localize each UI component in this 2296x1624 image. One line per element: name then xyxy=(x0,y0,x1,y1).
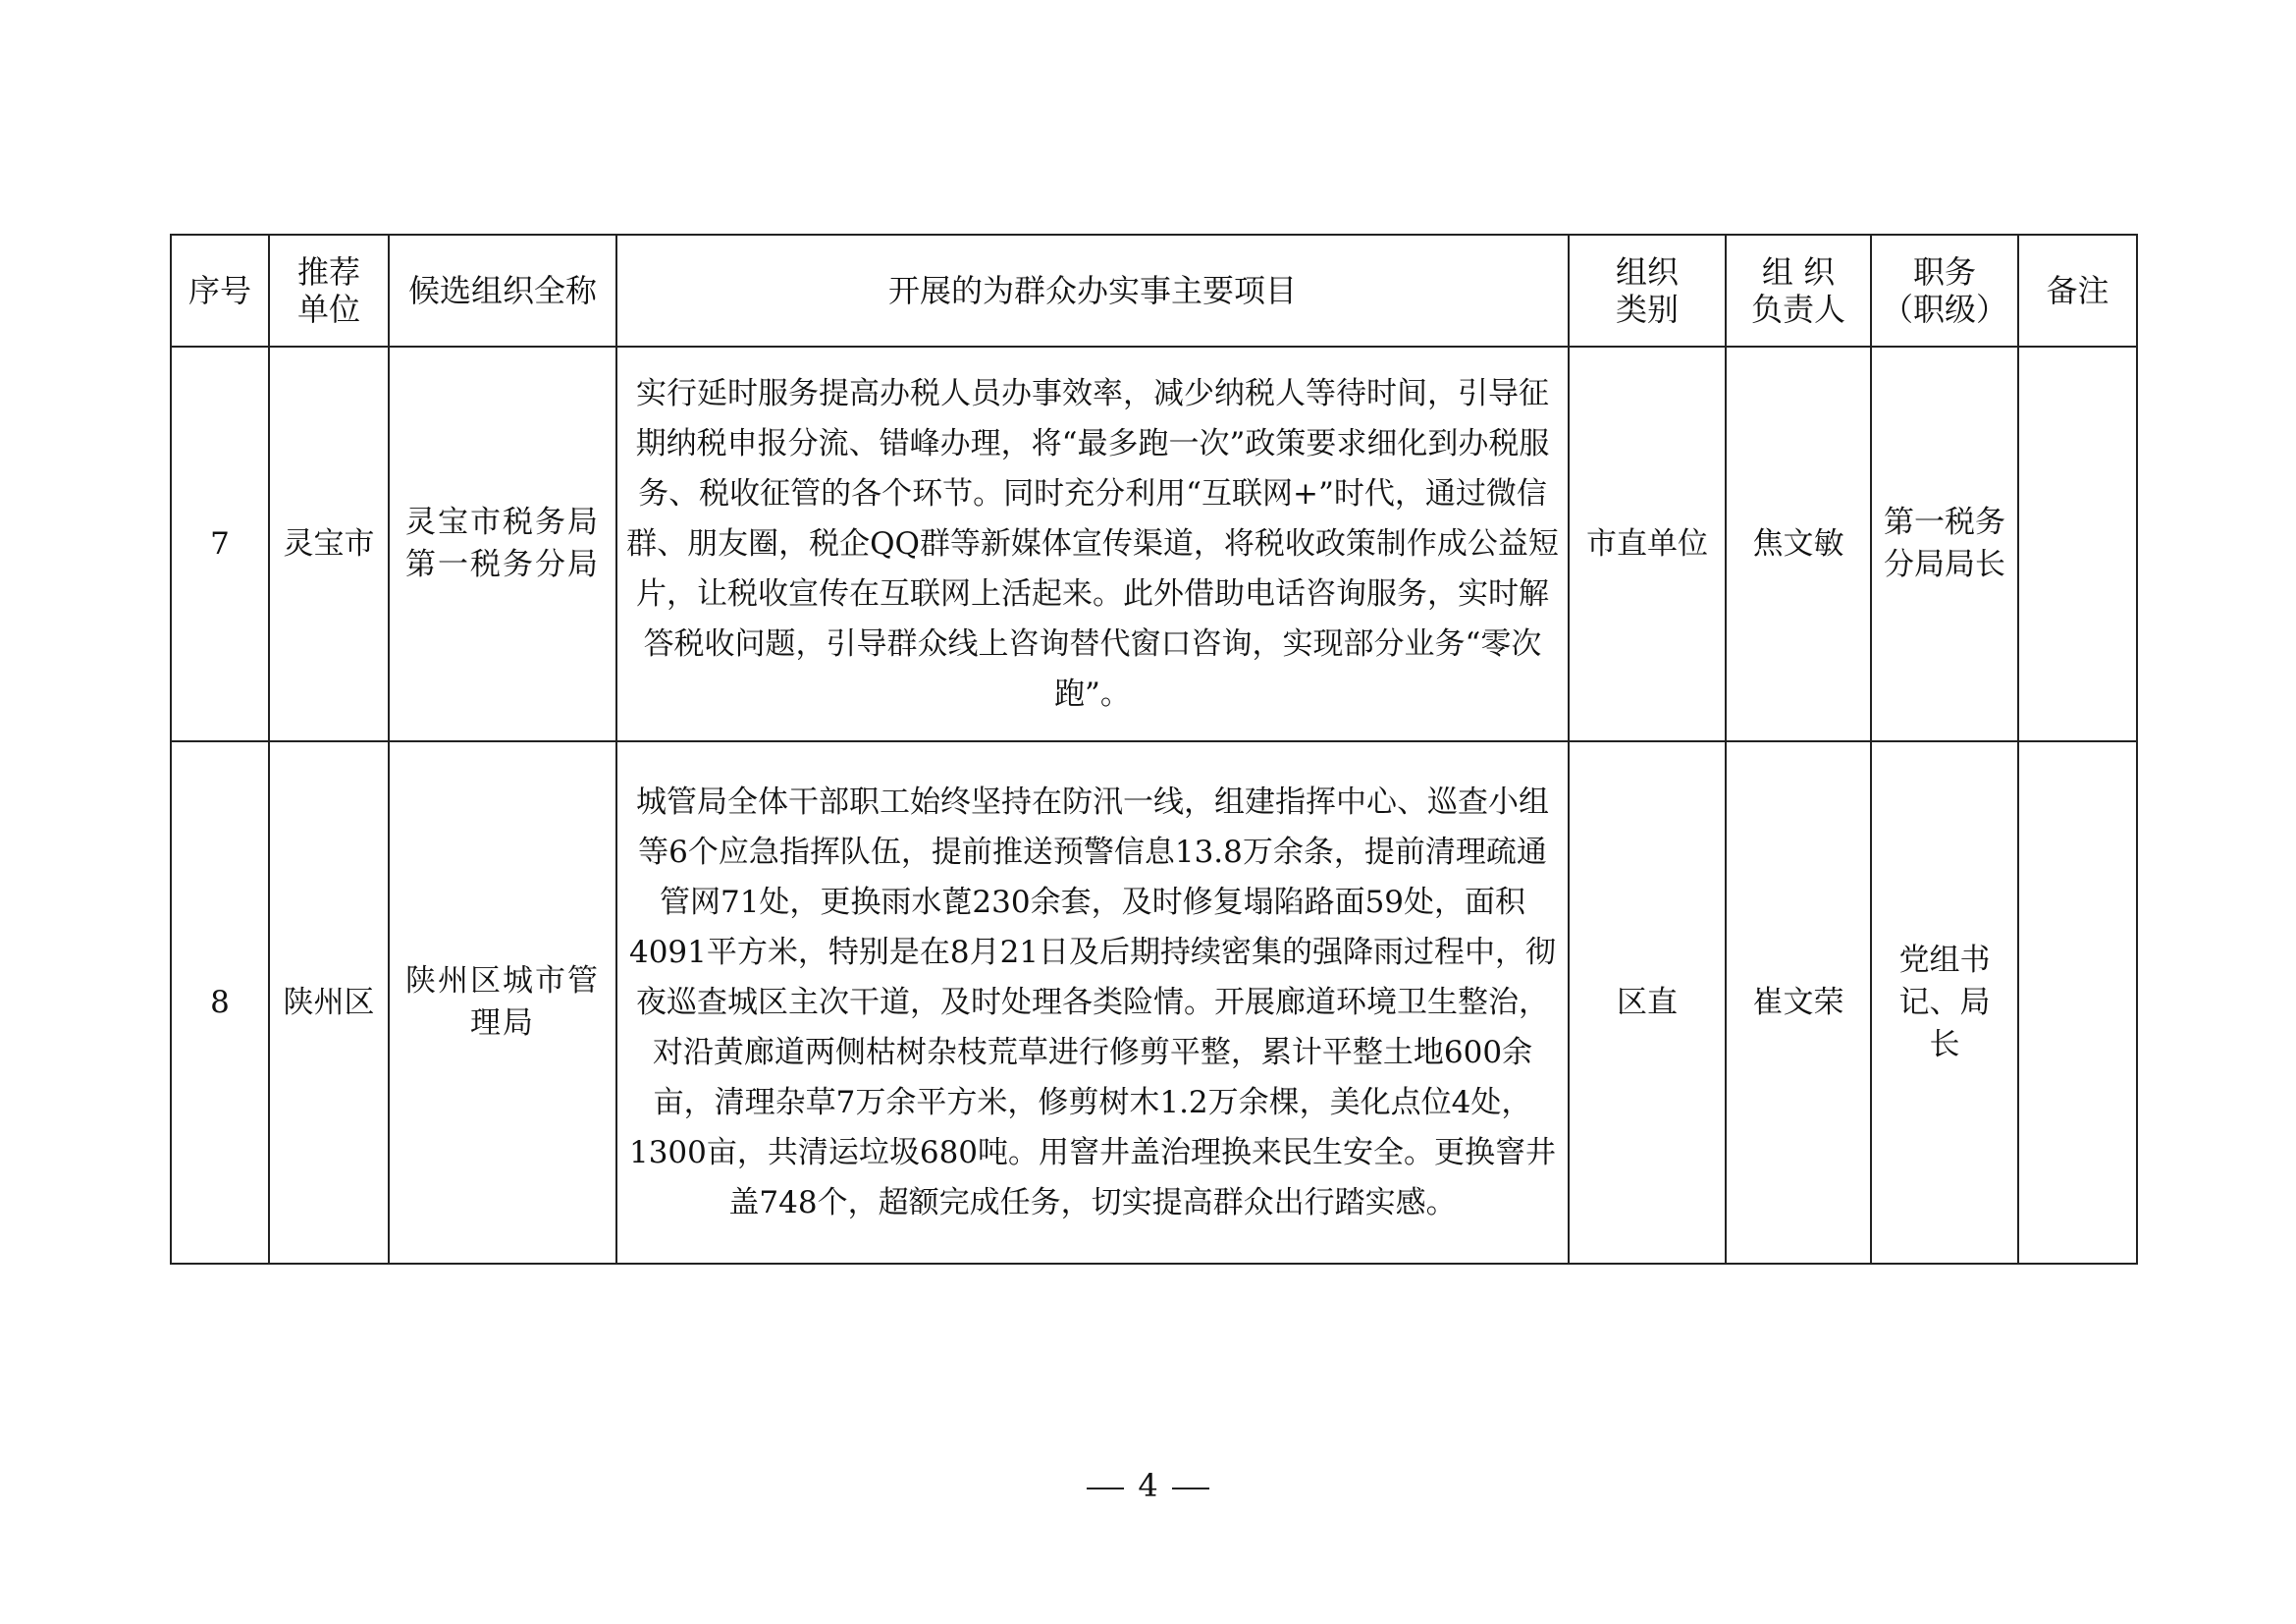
cell-category: 区直 xyxy=(1569,741,1726,1264)
footer-dash-left xyxy=(1087,1488,1124,1489)
table-row xyxy=(171,741,2137,1264)
candidate-table xyxy=(170,234,2138,1265)
header-org-name: 候选组织全称 xyxy=(389,235,616,347)
cell-unit: 陕州区 xyxy=(269,741,389,1264)
header-category: 组织 类别 xyxy=(1569,235,1726,347)
cell-seq: 7 xyxy=(171,347,269,741)
cell-org-name: 灵宝市税务局第一税务分局 xyxy=(389,347,616,741)
footer-dash-right xyxy=(1172,1488,1209,1489)
header-project: 开展的为群众办实事主要项目 xyxy=(616,235,1569,347)
cell-unit: 灵宝市 xyxy=(269,347,389,741)
header-remark: 备注 xyxy=(2018,235,2137,347)
header-leader: 组 织 负责人 xyxy=(1726,235,1871,347)
page-footer xyxy=(0,1466,2296,1505)
page-number: 4 xyxy=(1138,1467,1158,1504)
cell-seq: 8 xyxy=(171,741,269,1264)
cell-leader: 崔文荣 xyxy=(1726,741,1871,1264)
header-unit: 推荐 单位 xyxy=(269,235,389,347)
cell-position: 第一税务分局局长 xyxy=(1871,347,2018,741)
cell-leader: 焦文敏 xyxy=(1726,347,1871,741)
cell-category: 市直单位 xyxy=(1569,347,1726,741)
header-seq: 序号 xyxy=(171,235,269,347)
cell-project: 实行延时服务提高办税人员办事效率，减少纳税人等待时间，引导征期纳税申报分流、错峰办理，将“最多跑一次”政策要求细化到办税服务、税收征管的各个环节。同时充分利用“互联网+”时代，通过微信群、朋友圈，税企QQ群等新媒体宣传渠道，将税收政策制作成公益短片，让税收宣传在互联网上活起来。此外借助电话咨询服务，实时解答税收问题，引导群众线上咨询替代窗口咨询，实现部分业务“零次跑”。 xyxy=(616,347,1569,741)
cell-project: 城管局全体干部职工始终坚持在防汛一线，组建指挥中心、巡查小组等6个应急指挥队伍，提前推送预警信息13.8万余条，提前清理疏通管网71处，更换雨水蓖230余套，及时修复塌陷路面59处，面积4091平方米，特别是在8月21日及后期持续密集的强降雨过程中，彻夜巡查城区主次干道，及时处理各类险情。开展廊道环境卫生整治，对沿黄廊道两侧枯树杂枝荒草进行修剪平整，累计平整土地600余亩，清理杂草7万余平方米，修剪树木1.2万余棵，美化点位4处，1300亩，共清运垃圾680吨。用窨井盖治理换来民生安全。更换窨井盖748个，超额完成任务，切实提高群众出行踏实感。 xyxy=(616,741,1569,1264)
cell-remark xyxy=(2018,347,2137,741)
header-position: 职务 （职级） xyxy=(1871,235,2018,347)
cell-remark xyxy=(2018,741,2137,1264)
cell-org-name: 陕州区城市管理局 xyxy=(389,741,616,1264)
table-header-row xyxy=(171,235,2137,347)
cell-position: 党组书记、局长 xyxy=(1871,741,2018,1264)
table-row xyxy=(171,347,2137,741)
